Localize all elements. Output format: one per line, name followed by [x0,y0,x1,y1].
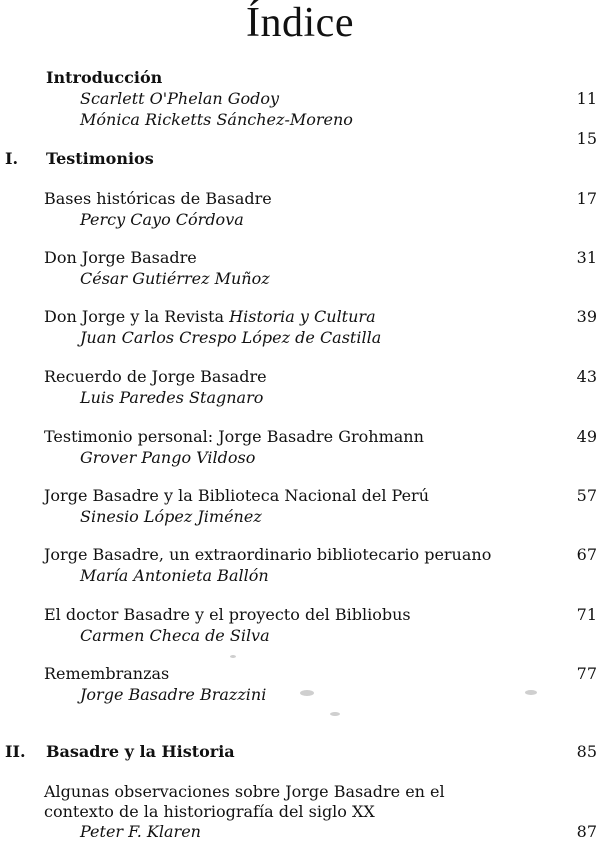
toc-entry-title-row [0,486,600,506]
entry-author: Scarlett O'Phelan Godoy [80,89,280,108]
entry-author: Grover Pango Vildoso [80,448,256,467]
entry-title: Jorge Basadre y la Biblioteca Nacional del Perú [44,486,429,505]
toc-entry-author-row [0,626,600,646]
page-number: 11 [576,89,597,108]
page-number: 39 [576,307,597,326]
toc-entry-author-row [0,507,600,527]
entry-title: Don Jorge Basadre [44,248,197,267]
toc-intro-author-row [0,89,600,109]
entry-author: Juan Carlos Crespo López de Castilla [80,328,382,347]
entry-author: Mónica Ricketts Sánchez-Moreno [80,110,353,129]
toc-entry-title-row [0,782,600,802]
toc-entry-author-row [0,566,600,586]
toc-entry-author-row [0,210,600,230]
page-number: 87 [576,822,597,841]
toc-entry-title-row [0,307,600,327]
scan-speck [330,712,340,716]
entry-author: César Gutiérrez Muñoz [80,269,270,288]
toc-intro-page-row [0,129,600,149]
entry-title: Jorge Basadre, un extraordinario bibliotecario peruano [44,545,492,564]
entry-title: contexto de la historiografía del siglo XX [44,802,375,821]
toc-entry-title-row [0,427,600,447]
toc-entry-title-row [0,545,600,565]
entry-title: Bases históricas de Basadre [44,189,272,208]
page-title: Índice [246,0,354,46]
toc-entry-title-row [0,189,600,209]
page-number: 77 [576,664,597,683]
page-number: 49 [576,427,597,446]
page-number: 71 [576,605,597,624]
entry-author: Peter F. Klaren [80,822,201,841]
page-number: 43 [576,367,597,386]
entry-author: María Antonieta Ballón [80,566,269,585]
journal-title: Historia y Cultura [229,307,376,326]
section-heading: Testimonios [46,149,154,168]
toc-entry-author-row [0,685,600,705]
entry-title: Recuerdo de Jorge Basadre [44,367,267,386]
page-number: 57 [576,486,597,505]
entry-title: Testimonio personal: Jorge Basadre Grohmann [44,427,424,446]
toc-entry-author-row [0,269,600,289]
toc-intro-author-row [0,110,600,130]
scan-speck [230,655,236,658]
entry-author: Carmen Checa de Silva [80,626,270,645]
toc-entry-title-row [0,802,600,822]
entry-author: Jorge Basadre Brazzini [80,685,267,704]
page-number: 67 [576,545,597,564]
section-numeral: I. [5,149,19,168]
toc-entry-title-row [0,664,600,684]
entry-title: El doctor Basadre y el proyecto del Bibliobus [44,605,411,624]
entry-title-text: Don Jorge y la Revista [44,307,230,326]
section-heading: Basadre y la Historia [46,742,235,761]
scan-speck [525,690,537,695]
toc-entry-author-row [0,388,600,408]
page-number: 15 [576,129,597,148]
toc-entry-author-row [0,822,600,842]
toc-section-row [0,742,600,762]
scan-speck [300,690,314,696]
page-number: 85 [576,742,597,761]
toc-section-row [0,149,600,169]
page-number: 17 [576,189,597,208]
section-numeral: II. [5,742,26,761]
toc-entry-title-row [0,367,600,387]
entry-title [44,307,376,327]
entry-author: Sinesio López Jiménez [80,507,262,526]
section-heading: Introducción [46,68,163,87]
toc-entry-author-row [0,328,600,348]
entry-title: Remembranzas [44,664,170,683]
entry-author: Luis Paredes Stagnaro [80,388,264,407]
toc-entry-title-row [0,605,600,625]
page-number: 31 [576,248,597,267]
toc-entry-title-row [0,248,600,268]
entry-title: Algunas observaciones sobre Jorge Basadre en el [44,782,445,801]
toc-entry-author-row [0,448,600,468]
toc-intro-heading-row [0,68,600,88]
entry-author: Percy Cayo Córdova [80,210,244,229]
